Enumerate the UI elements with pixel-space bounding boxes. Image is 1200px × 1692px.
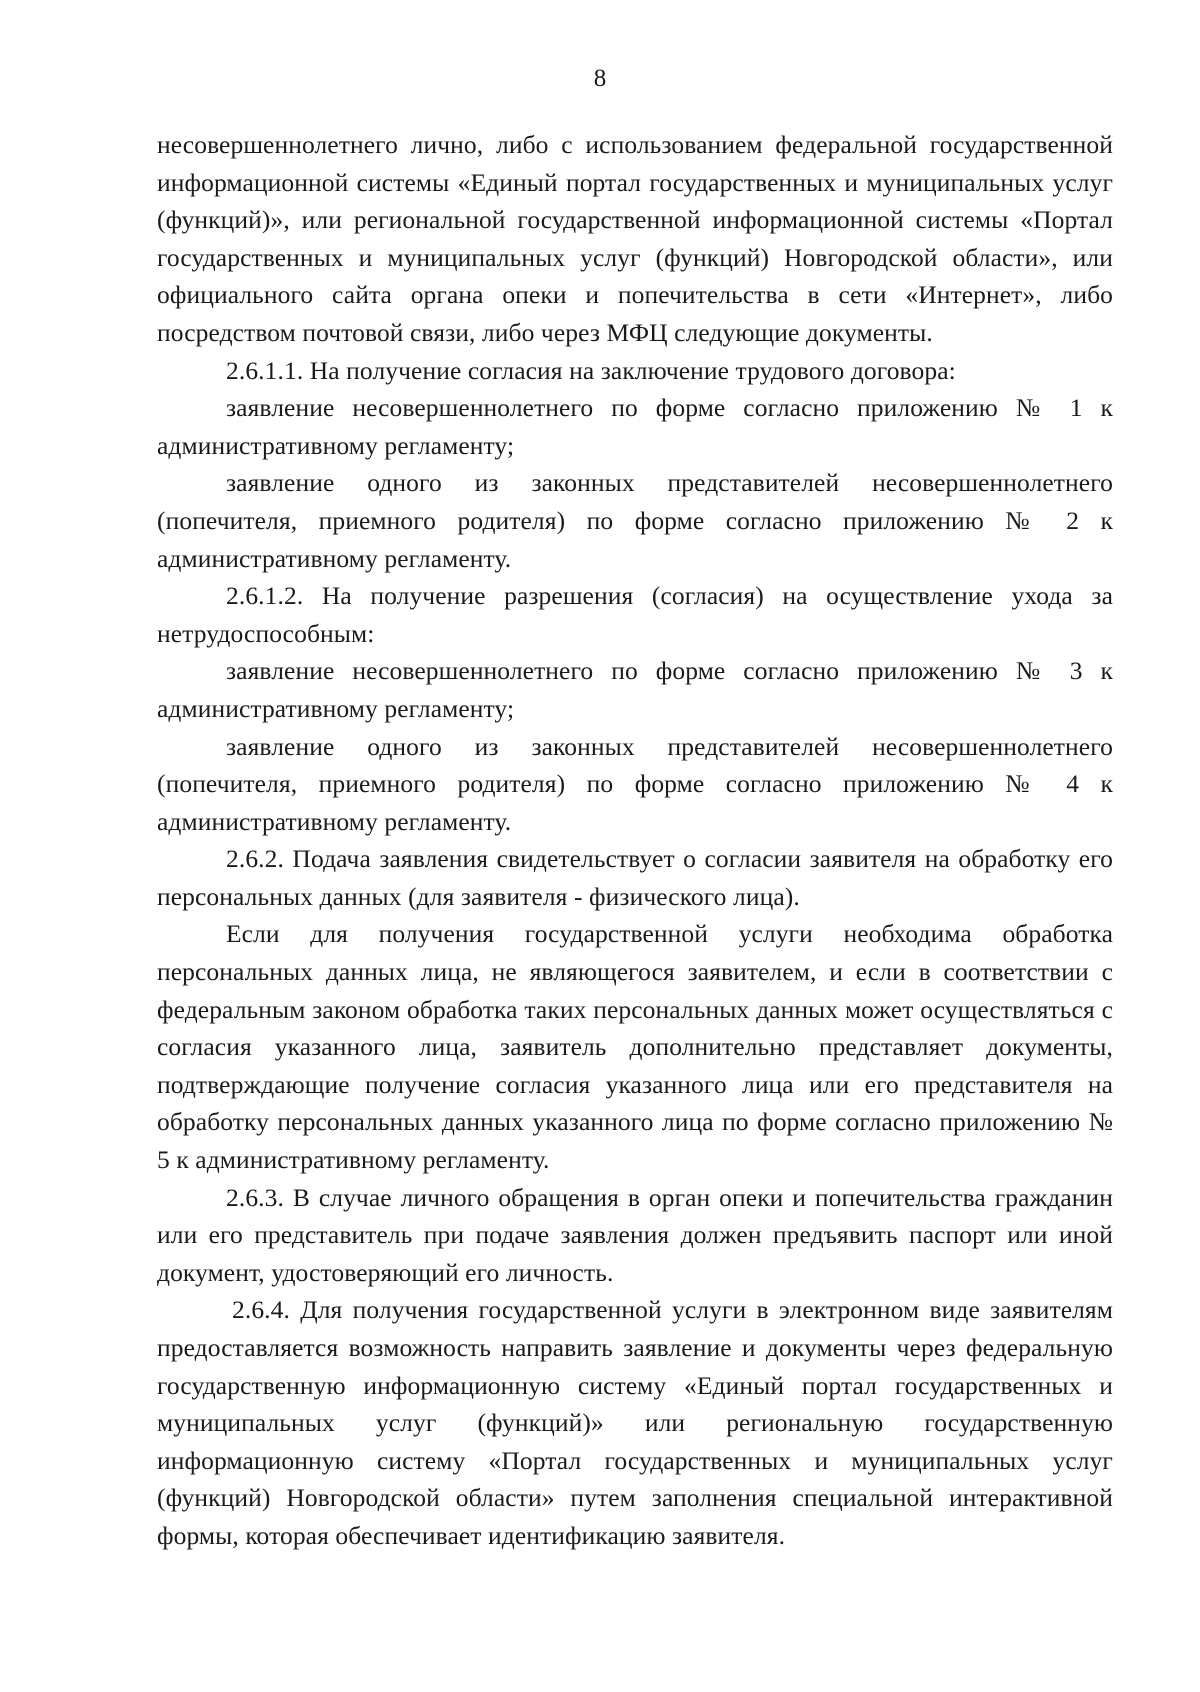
page-number: 8: [593, 65, 607, 92]
paragraph-2-6-2: 2.6.2. Подача заявления свидетельствует о согласии заявителя на обработку его персональных данных (для заявителя - физического лица).: [157, 844, 1113, 911]
paragraph-personal-data-consent: Если для получения государственной услуги необходима обработка персональных данных лица, не являющегося заявителем, и если в соответствии с федеральным законом обработка таких персональных данных может осуществляться с согласия указанного лица, заявитель дополнительно представляет документы, подтверждающие получение согласия указанного лица или его представителя на обработку персональных данных указанного лица по форме согласно приложению № 5 к административному регламенту.: [157, 919, 1113, 1175]
paragraph-2-6-1-2: 2.6.1.2. На получение разрешения (согласия) на осуществление ухода за нетрудоспособным:: [157, 581, 1113, 648]
paragraph-2-6-4: 2.6.4. Для получения государственной услуги в электронном виде заявителям предоставляется возможность направить заявление и документы через федеральную государственную информационную систему «Единый портал государственных и муниципальных услуг (функций)» или региональную государственную информационную систему «Портал государственных и муниципальных услуг (функций) Новгородской области» путем заполнения специальной интерактивной формы, которая обеспечивает идентификацию заявителя.: [157, 1295, 1113, 1550]
document-body: [157, 126, 1113, 1555]
paragraph-2-6-1-1: 2.6.1.1. На получение согласия на заключение трудового договора:: [226, 355, 956, 385]
paragraph-minor-application: заявление несовершеннолетнего по форме согласно приложению № 1 к административному регламенту;: [157, 393, 1113, 460]
paragraph-representative-application: заявление одного из законных представителей несовершеннолетнего (попечителя, приемного родителя) по форме согласно приложению № 2 к административному регламенту.: [157, 468, 1113, 573]
paragraph-continuation: несовершеннолетнего лично, либо с использованием федеральной государственной информационной системы «Единый портал государственных и муниципальных услуг (функций)», или региональной государственной информационной системы «Портал государственных и муниципальных услуг (функций) Новгородской области», или официального сайта органа опеки и попечительства в сети «Интернет», либо посредством почтовой связи, либо через МФЦ следующие документы.: [157, 130, 1113, 347]
paragraph-2-6-3: 2.6.3. В случае личного обращения в орган опеки и попечительства гражданин или его представитель при подаче заявления должен предъявить паспорт или иной документ, удостоверяющий его личность.: [157, 1182, 1113, 1287]
paragraph-minor-application-care: заявление несовершеннолетнего по форме согласно приложению № 3 к административному регламенту;: [157, 656, 1113, 723]
paragraph-representative-application-care: заявление одного из законных представителей несовершеннолетнего (попечителя, приемного родителя) по форме согласно приложению № 4 к административному регламенту.: [157, 731, 1113, 836]
